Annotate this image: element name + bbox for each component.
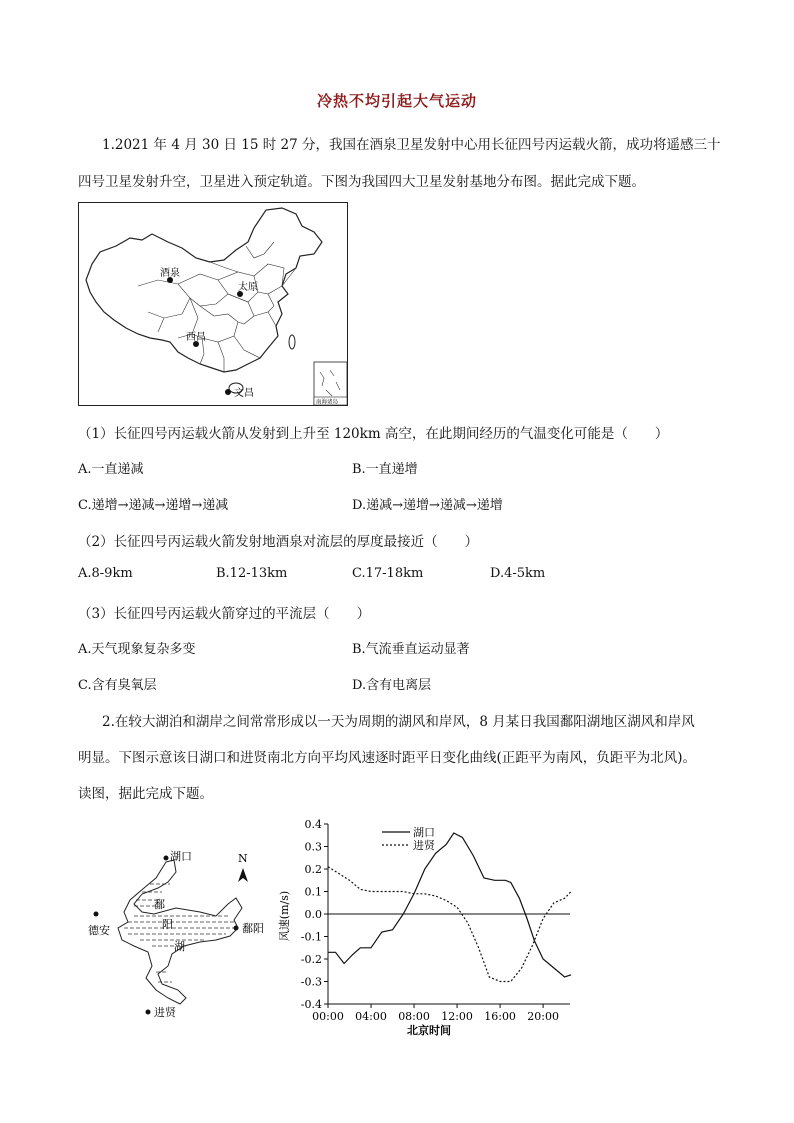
label-xichang: 西昌 [186,332,206,343]
label-jiuquan: 酒泉 [160,268,180,279]
y-tick-label: 0.3 [304,840,322,854]
label-hukou: 湖口 [170,850,192,863]
q1-sub2-option-b[interactable]: B.12-13km [216,566,288,581]
q1-sub1-option-c[interactable]: C.递增→递减→递增→递减 [78,498,229,513]
y-tick-label: 0.4 [304,818,322,831]
y-axis-label: 风速(m/s) [278,890,291,942]
x-tick-label: 00:00 [312,1010,344,1023]
x-tick-label: 08:00 [398,1010,430,1023]
poyang-lake-map [88,842,278,1024]
q2-intro-line1: 2.在较大湖泊和湖岸之间常常形成以一天为周期的湖风和岸风，8 月某日我国鄱阳湖地区湖风和岸风 [102,714,695,730]
label-inset: 南海诸岛 [316,399,339,406]
series-line-hukou [328,833,571,977]
lake-char-1: 鄱 [154,898,165,911]
q1-sub3-option-b[interactable]: B.气流垂直运动显著 [352,642,470,657]
q1-sub3-option-a[interactable]: A.天气现象复杂多变 [78,642,196,657]
label-dean: 德安 [88,924,110,937]
q2-intro-line2: 明显。下图示意该日湖口和进贤南北方向平均风速逐时距平日变化曲线(正距平为南风，负距平为北风)。 [78,750,697,766]
y-tick-label: 0.0 [304,908,322,921]
label-wenchang: 文昌 [234,388,254,399]
lake-char-3: 湖 [174,940,185,953]
q1-sub2-option-a[interactable]: A.8-9km [78,566,133,581]
x-tick-label: 04:00 [355,1010,387,1023]
q1-sub1-stem: （1）长征四号丙运载火箭从发射到上升至 120km 高空，在此期间经历的气温变化可能是（ ） [78,426,669,442]
y-tick-label: -0.1 [300,930,322,944]
lake-outline [118,860,242,1004]
y-tick-label: 0.1 [304,885,322,899]
wind-speed-chart [270,812,580,1042]
china-map [78,202,348,406]
q1-intro-line2: 四号卫星发射升空，卫星进入预定轨道。下图为我国四大卫星发射基地分布图。据此完成下题。 [78,174,645,190]
label-poyang: 鄱阳 [242,922,264,935]
label-jinxian: 进贤 [154,1006,176,1019]
q1-sub2-option-d[interactable]: D.4-5km [490,566,546,581]
legend-label-jinxian: 进贤 [413,839,435,852]
series-line-jinxian [328,867,571,982]
dean-marker [94,912,99,917]
q1-sub3-option-d[interactable]: D.含有电离层 [352,678,432,693]
china-map-figure [78,202,348,406]
x-tick-label: 12:00 [441,1010,473,1023]
north-arrow-icon [238,868,248,882]
page-title: 冷热不均引起大气运动 [316,92,477,110]
y-tick-label: -0.2 [300,953,322,966]
q1-sub3-stem: （3）长征四号丙运载火箭穿过的平流层（ ） [78,606,371,622]
q1-sub2-stem: （2）长征四号丙运载火箭发射地酒泉对流层的厚度最接近（ ） [78,534,479,550]
wenchang-marker [225,389,231,395]
legend-label-hukou: 湖口 [413,826,435,839]
lake-char-2: 阳 [162,918,173,931]
q1-sub1-option-a[interactable]: A.一直递减 [78,462,144,477]
q1-intro-line1: 1.2021 年 4 月 30 日 15 时 27 分，我国在酒泉卫星发射中心用长征四号丙运载火箭，成功将遥感三十 [102,137,721,153]
x-tick-label: 16:00 [484,1010,516,1023]
x-tick-label: 20:00 [527,1010,559,1023]
y-tick-label: -0.4 [300,998,322,1011]
q2-intro-line3: 读图，据此完成下题。 [78,786,213,802]
q1-sub3-option-c[interactable]: C.含有臭氧层 [78,678,157,693]
q1-sub2-option-c[interactable]: C.17-18km [352,566,424,581]
north-label: N [238,852,248,865]
q1-sub1-option-b[interactable]: B.一直递增 [352,462,418,477]
y-tick-label: -0.3 [300,975,322,989]
hukou-marker [164,856,169,861]
y-tick-label: 0.2 [304,863,322,876]
poyang-marker [234,926,239,931]
x-axis-label: 北京时间 [407,1024,451,1037]
label-taiyuan: 太原 [238,282,258,293]
q1-sub1-option-d[interactable]: D.递减→递增→递减→递增 [352,498,503,513]
jinxian-marker [146,1010,151,1015]
